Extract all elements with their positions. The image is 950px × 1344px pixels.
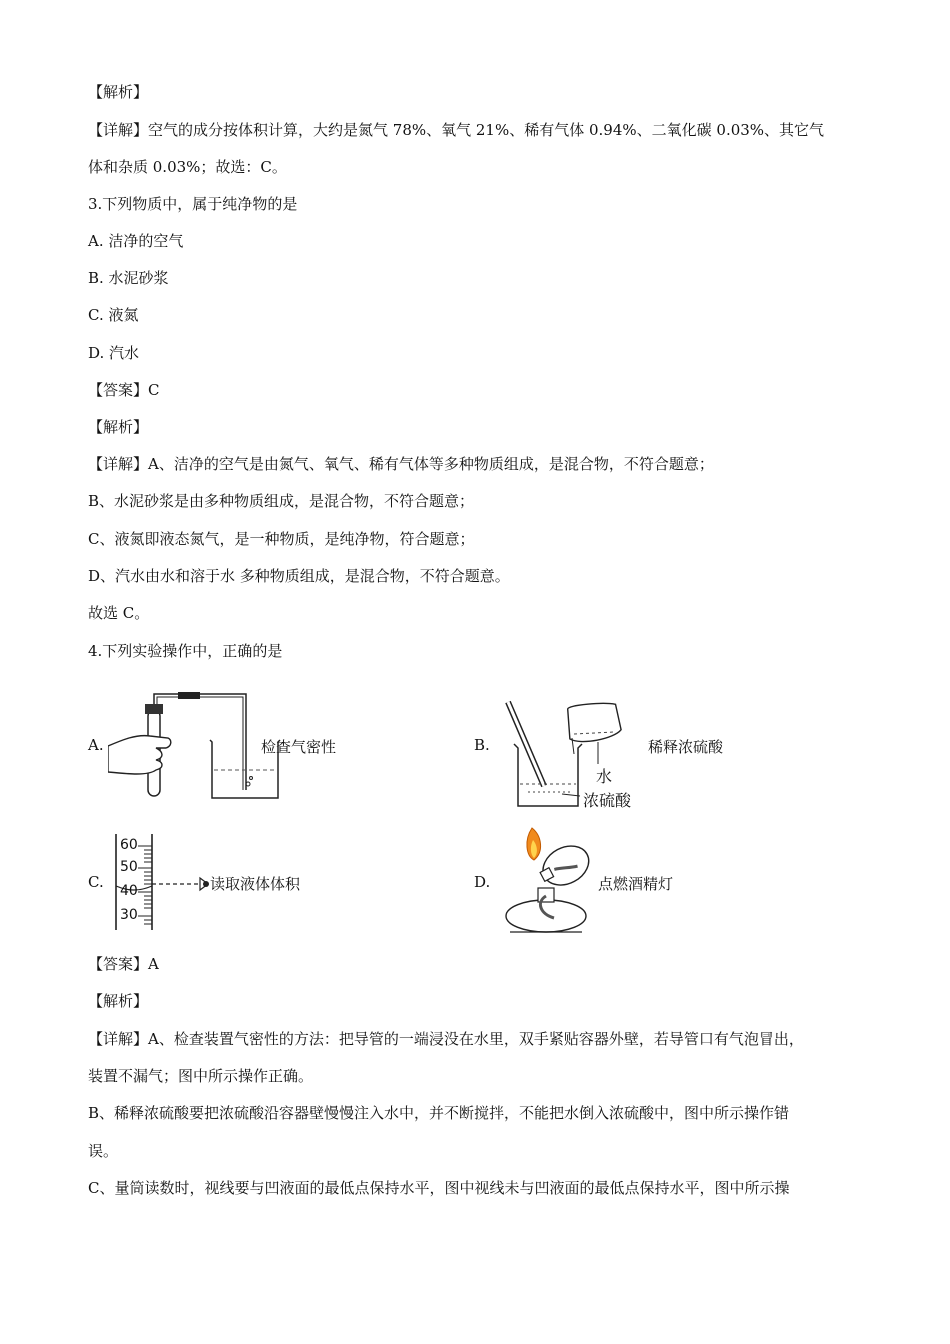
detail-text: 装置不漏气；图中所示操作正确。 <box>88 1067 314 1085</box>
tick-label-50: 50 <box>120 859 138 875</box>
figure-d-caption: 点燃酒精灯 <box>598 875 674 893</box>
detail-text: B、稀释浓硫酸要把浓硫酸沿容器壁慢慢注入水中，并不断搅拌，不能把水倒入浓硫酸中，图中所示操作错 <box>88 1104 790 1122</box>
detail-text: D、汽水由水和溶于水 多种物质组成，是混合物，不符合题意。 <box>88 567 510 585</box>
detail-text: 误。 <box>88 1142 119 1160</box>
water-label: 水 <box>596 767 613 786</box>
question-3: 3.下列物质中，属于纯净物的是 <box>88 195 298 213</box>
option-d: D. 汽水 <box>88 344 140 362</box>
figure-a-letter: A. <box>88 736 104 754</box>
tick-label-30: 30 <box>120 907 138 923</box>
detail-text: 【详解】空气的成分按体积计算，大约是氮气 78%、氧气 21%、稀有气体 0.94%、二氧化碳 0.03%、其它气 <box>88 121 825 139</box>
detail-text: 体和杂质 0.03%；故选：C。 <box>88 158 287 176</box>
figure-c-letter: C. <box>88 873 104 891</box>
detail-text: 【详解】A、检查装置气密性的方法：把导管的一端浸没在水里，双手紧贴容器外壁，若导管口有气泡冒出， <box>88 1030 804 1048</box>
option-a: A. 洁净的空气 <box>88 232 184 250</box>
question-4: 4.下列实验操作中，正确的是 <box>88 642 283 660</box>
detail-text: B、水泥砂浆是由多种物质组成，是混合物，不符合题意； <box>88 492 475 510</box>
analysis-heading: 【解析】 <box>88 83 149 101</box>
figure-b-caption: 稀释浓硫酸 <box>648 738 724 756</box>
detail-text: C、液氮即液态氮气，是一种物质，是纯净物，符合题意； <box>88 530 475 548</box>
figure-b-letter: B. <box>474 736 490 754</box>
alcohol-lamp-illustration <box>496 826 596 938</box>
figure-c-caption: 读取液体体积 <box>210 875 301 893</box>
option-b: B. 水泥砂浆 <box>88 269 169 287</box>
detail-text: 故选 C。 <box>88 604 150 622</box>
figure-d-letter: D. <box>474 873 491 891</box>
answer: 【答案】C <box>88 381 160 399</box>
analysis-heading: 【解析】 <box>88 418 149 436</box>
acid-label: 浓硫酸 <box>583 791 632 810</box>
detail-text: 【详解】A、洁净的空气是由氮气、氧气、稀有气体等多种物质组成，是混合物，不符合题意； <box>88 455 714 473</box>
option-c: C. 液氮 <box>88 306 139 324</box>
answer: 【答案】A <box>88 955 159 973</box>
detail-text: C、量筒读数时，视线要与凹液面的最低点保持水平，图中视线未与凹液面的最低点保持水平，图中所示操 <box>88 1179 790 1197</box>
analysis-heading: 【解析】 <box>88 992 149 1010</box>
tick-label-40: 40 <box>120 883 138 899</box>
tick-label-60: 60 <box>120 837 138 853</box>
figure-a-caption: 检查气密性 <box>261 738 337 756</box>
